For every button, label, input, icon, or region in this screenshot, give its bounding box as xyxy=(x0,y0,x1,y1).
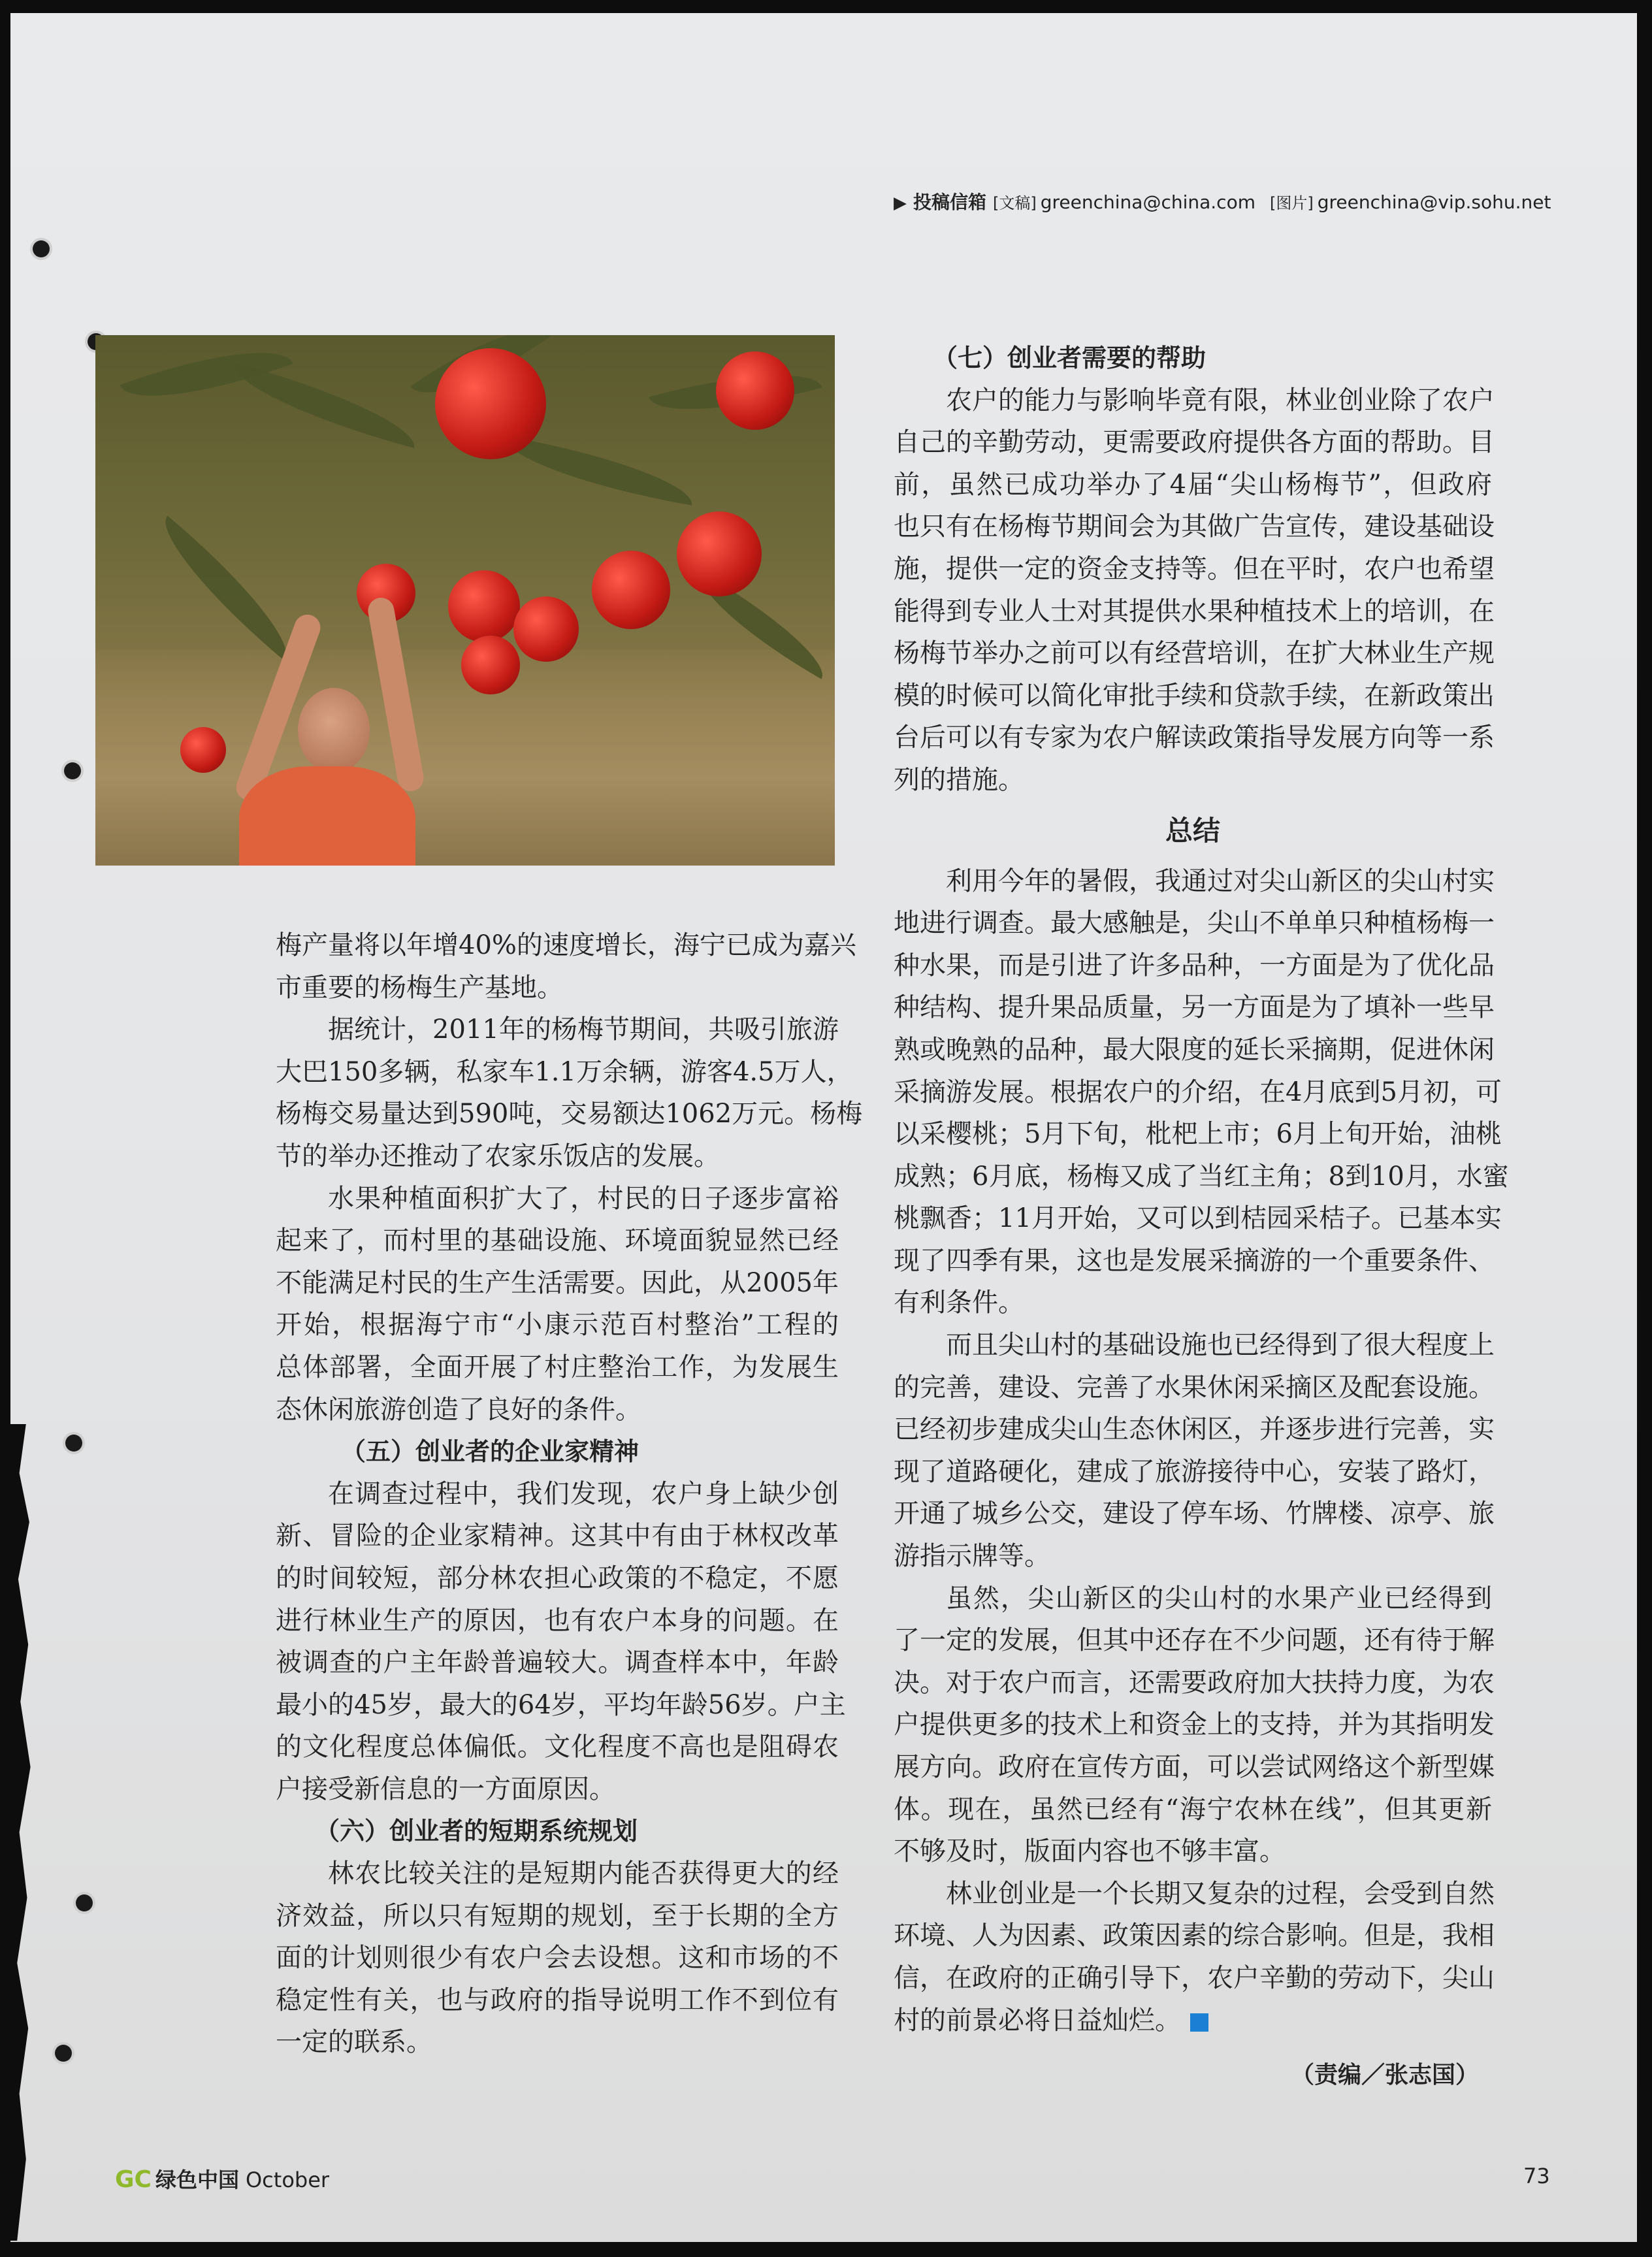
paragraph-line: 了一定的发展，但其中还存在不少问题，还有待于解 xyxy=(894,1625,1495,1656)
section-heading: （六）创业者的短期系统规划 xyxy=(315,1817,638,1846)
paragraph-line: 有利条件。 xyxy=(894,1288,1024,1318)
submission-header xyxy=(894,188,1551,214)
paragraph-line: 施，提供一定的资金支持等。但在平时，农户也希望 xyxy=(894,553,1495,584)
page-number: 73 xyxy=(1523,2164,1550,2188)
paragraph-line: 也只有在杨梅节期间会为其做广告宣传，建设基础设 xyxy=(894,511,1495,542)
paragraph-line: 信，在政府的正确引导下，农户辛勤的劳动下，尖山 xyxy=(894,1962,1495,1993)
paragraph-line: 大巴150多辆，私家车1.1万余辆，游客4.5万人， xyxy=(276,1056,853,1087)
paragraph-line: 的文化程度总体偏低。文化程度不高也是阻碍农 xyxy=(276,1732,839,1762)
paragraph-line: 前，虽然已成功举办了4届“尖山杨梅节”，但政府 xyxy=(894,469,1492,500)
paragraph-line: 利用今年的暑假，我通过对尖山新区的尖山村实 xyxy=(946,866,1495,896)
paragraph-line: 台后可以有专家为农户解读政策指导发展方向等一系 xyxy=(894,723,1495,753)
bayberry-fruit xyxy=(180,727,226,773)
paragraph-line: 不能满足村民的生产生活需要。因此，从2005年 xyxy=(276,1267,839,1298)
paragraph-line: 现了四季有果，这也是发展采摘游的一个重要条件、 xyxy=(894,1245,1495,1276)
paragraph-line: 户接受新信息的一方面原因。 xyxy=(276,1774,615,1804)
magazine-page xyxy=(10,13,1637,2242)
paragraph-line: 环境、人为因素、政策因素的综合影响。但是，我相 xyxy=(894,1921,1495,1951)
bayberry-fruit xyxy=(448,570,520,642)
paragraph-line: 总体部署，全面开展了村庄整治工作，为发展生 xyxy=(276,1352,839,1382)
photo-email: greenchina@vip.sohu.net xyxy=(1317,191,1551,213)
paragraph-line: 开始，根据海宁市“小康示范百村整治”工程的 xyxy=(276,1310,839,1340)
paragraph-line: 模的时候可以简化审批手续和贷款手续，在新政策出 xyxy=(894,680,1495,711)
submission-label: 投稿信箱 xyxy=(913,191,987,213)
paragraph-line: 面的计划则很少有农户会去设想。这和市场的不 xyxy=(276,1943,839,1973)
paragraph-line: 地进行调查。最大感触是，尖山不单单只种植杨梅一 xyxy=(894,908,1495,939)
bayberry-fruit xyxy=(677,511,762,596)
woman-figure xyxy=(298,688,370,773)
paragraph-line: 在调查过程中，我们发现，农户身上缺少创 xyxy=(328,1478,839,1509)
binder-hole xyxy=(76,1894,93,1911)
torn-edge xyxy=(10,1424,33,2241)
paragraph-line: 进行林业生产的原因，也有农户本身的问题。在 xyxy=(276,1605,839,1636)
bayberry-photo xyxy=(95,335,835,866)
paragraph-line: 以采樱桃；5月下旬，枇杷上市；6月上旬开始，油桃 xyxy=(894,1119,1502,1150)
binder-hole xyxy=(65,1435,82,1452)
magazine-name: 绿色中国 xyxy=(155,2168,239,2192)
paragraph-line: 新、冒险的企业家精神。这其中有由于林权改革 xyxy=(276,1521,839,1551)
paragraph-line: 被调查的户主年龄普遍较大。调查样本中，年龄 xyxy=(276,1648,839,1678)
paragraph-line: 自己的辛勤劳动，更需要政府提供各方面的帮助。目 xyxy=(894,427,1495,458)
paragraph-line-end xyxy=(894,2000,1492,2042)
paragraph-line: 能得到专业人士对其提供水果种植技术上的培训，在 xyxy=(894,596,1495,626)
photo-label: [图片] xyxy=(1269,194,1314,212)
paragraph-line: 林农比较关注的是短期内能否获得更大的经 xyxy=(328,1859,839,1889)
paragraph-line: 杨梅节举办之前可以有经营培训，在扩大林业生产规 xyxy=(894,638,1495,669)
binder-hole xyxy=(33,240,50,257)
paragraph-line: 体。现在，虽然已经有“海宁农林在线”，但其更新 xyxy=(894,1794,1492,1825)
paragraph-line: 农户的能力与影响毕竟有限，林业创业除了农户 xyxy=(946,385,1495,415)
paragraph-line: 梅产量将以年增40%的速度增长，海宁已成为嘉兴 xyxy=(276,930,856,960)
paragraph-line: 展方向。政府在宣传方面，可以尝试网络这个新型媒 xyxy=(894,1752,1495,1782)
bayberry-fruit xyxy=(435,348,546,459)
paragraph-line: 节的举办还推动了农家乐饭店的发展。 xyxy=(276,1141,720,1171)
bayberry-fruit xyxy=(513,596,579,662)
paragraph-line: 村的前景必将日益灿烂。 xyxy=(894,2005,1181,2036)
paragraph-line: 据统计，2011年的杨梅节期间，共吸引旅游 xyxy=(328,1015,839,1045)
binder-hole xyxy=(64,762,81,779)
left-column xyxy=(276,924,863,2064)
paragraph-line: 最小的45岁，最大的64岁，平均年龄56岁。户主 xyxy=(276,1689,846,1720)
paragraph-line: 决。对于农户而言，还需要政府加大扶持力度，为农 xyxy=(894,1667,1495,1698)
paragraph-line: 不够及时，版面内容也不够丰富。 xyxy=(894,1836,1286,1867)
paragraph-line: 种水果，而是引进了许多品种，一方面是为了优化品 xyxy=(894,950,1495,981)
summary-heading: 总结 xyxy=(1165,814,1220,847)
arrow-icon: ▶ xyxy=(894,193,907,213)
section-heading: （七）创业者需要的帮助 xyxy=(933,344,1207,372)
paragraph-line: 稳定性有关，也与政府的指导说明工作不到位有 xyxy=(276,1985,839,2015)
paragraph-line: 虽然，尖山新区的尖山村的水果产业已经得到 xyxy=(946,1583,1492,1614)
editor-credit: （责编／张志国） xyxy=(1291,2061,1480,2088)
end-mark-icon xyxy=(1190,2013,1208,2032)
paragraph-line: 种结构、提升果品质量，另一方面是为了填补一些早 xyxy=(894,992,1495,1023)
paragraph-line: 现了道路硬化，建成了旅游接待中心，安装了路灯， xyxy=(894,1456,1495,1487)
paragraph-line: 成熟；6月底，杨梅又成了当红主角；8到10月，水蜜 xyxy=(894,1161,1509,1192)
paragraph-line: 桃飘香；11月开始，又可以到桔园采桔子。已基本实 xyxy=(894,1203,1502,1234)
text-email: greenchina@china.com xyxy=(1040,191,1255,213)
bayberry-fruit xyxy=(592,551,670,629)
issue-month: October xyxy=(245,2168,330,2192)
paragraph-line: 列的措施。 xyxy=(894,764,1024,795)
paragraph-line: 水果种植面积扩大了，村民的日子逐步富裕 xyxy=(328,1183,839,1214)
paragraph-line: 杨梅交易量达到590吨，交易额达1062万元。杨梅 xyxy=(276,1099,863,1129)
paragraph-line: 采摘游发展。根据农户的介绍，在4月底到5月初，可 xyxy=(894,1077,1502,1107)
text-label: [文稿] xyxy=(993,194,1037,212)
paragraph-line: 态休闲旅游创造了良好的条件。 xyxy=(276,1394,641,1425)
paragraph-line: 熟或晚熟的品种，最大限度的延长采摘期，促进休闲 xyxy=(894,1034,1495,1065)
section-heading: （五）创业者的企业家精神 xyxy=(341,1437,640,1467)
paragraph-line: 一定的联系。 xyxy=(276,2027,432,2058)
paragraph-line: 开通了城乡公交，建设了停车场、竹牌楼、凉亭、旅 xyxy=(894,1499,1495,1529)
paragraph-line: 户提供更多的技术上和资金上的支持，并为其指明发 xyxy=(894,1710,1495,1740)
magazine-logo: GC xyxy=(115,2166,152,2193)
paragraph-line: 而且尖山村的基础设施也已经得到了很大程度上 xyxy=(946,1330,1495,1361)
paragraph-line: 市重要的杨梅生产基地。 xyxy=(276,972,563,1003)
bayberry-fruit xyxy=(716,351,794,430)
bayberry-fruit xyxy=(461,636,520,694)
paragraph-line: 的完善，建设、完善了水果休闲采摘区及配套设施。 xyxy=(894,1372,1495,1403)
paragraph-line: 的时间较短，部分林农担心政策的不稳定，不愿 xyxy=(276,1563,839,1593)
magazine-footer xyxy=(115,2164,329,2194)
right-column xyxy=(894,337,1509,2041)
paragraph-line: 游指示牌等。 xyxy=(894,1541,1050,1572)
paragraph-line: 林业创业是一个长期又复杂的过程，会受到自然 xyxy=(946,1878,1495,1909)
paragraph-line: 起来了，而村里的基础设施、环境面貌显然已经 xyxy=(276,1226,839,1256)
paragraph-line: 济效益，所以只有短期的规划，至于长期的全方 xyxy=(276,1900,839,1931)
paragraph-line: 已经初步建成尖山生态休闲区，并逐步进行完善，实 xyxy=(894,1414,1495,1445)
binder-hole xyxy=(55,2045,72,2062)
